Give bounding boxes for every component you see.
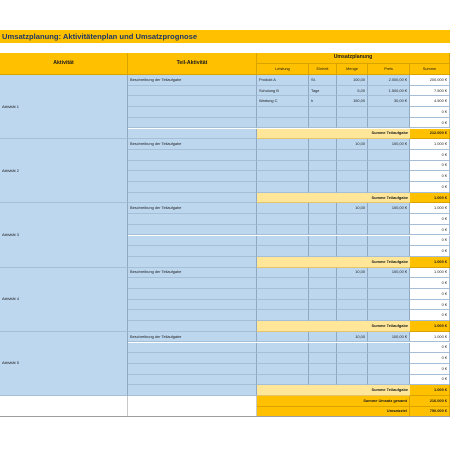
- header-col-menge[interactable]: Menge: [337, 64, 368, 75]
- subtotal-label: Summe Teilaufgabe: [257, 193, 410, 204]
- teil-aktivitaet-cell[interactable]: [128, 236, 257, 247]
- teil-aktivitaet-cell[interactable]: [128, 385, 257, 396]
- teil-aktivitaet-cell[interactable]: [128, 171, 257, 182]
- cell-preis[interactable]: 100,00 €: [368, 203, 410, 214]
- cell-menge[interactable]: [337, 107, 368, 118]
- cell-menge[interactable]: [337, 343, 368, 354]
- cell-leistung[interactable]: [257, 375, 309, 386]
- target-value: 750.000 €: [410, 407, 450, 418]
- cell-einheit[interactable]: Tage: [309, 86, 337, 97]
- cell-preis[interactable]: [368, 343, 410, 354]
- teil-aktivitaet-cell[interactable]: [128, 278, 257, 289]
- cell-summe: 0 €: [410, 236, 450, 247]
- teil-aktivitaet-cell[interactable]: [128, 321, 257, 332]
- cell-leistung[interactable]: Schulung B: [257, 86, 309, 97]
- cell-menge[interactable]: [337, 289, 368, 300]
- subtotal-value: 1.000 €: [410, 321, 450, 332]
- cell-menge[interactable]: 5,00: [337, 86, 368, 97]
- subtotal-value: 1.000 €: [410, 193, 450, 204]
- cell-preis[interactable]: 100,00 €: [368, 139, 410, 150]
- cell-menge[interactable]: 10,00: [337, 332, 368, 343]
- subtotal-value: 1.000 €: [410, 385, 450, 396]
- cell-summe: 0 €: [410, 364, 450, 375]
- cell-summe: 0 €: [410, 289, 450, 300]
- header-col-leistung[interactable]: Leistung: [257, 64, 309, 75]
- cell-einheit[interactable]: [309, 225, 337, 236]
- cell-menge[interactable]: [337, 375, 368, 386]
- cell-summe: 0 €: [410, 118, 450, 129]
- cell-menge[interactable]: 150,00: [337, 96, 368, 107]
- cell-leistung[interactable]: [257, 278, 309, 289]
- teil-aktivitaet-cell[interactable]: [128, 225, 257, 236]
- cell-leistung[interactable]: [257, 225, 309, 236]
- cell-menge[interactable]: [337, 310, 368, 321]
- teil-aktivitaet-cell[interactable]: [128, 161, 257, 172]
- cell-menge[interactable]: [337, 364, 368, 375]
- cell-preis[interactable]: 1.500,00 €: [368, 86, 410, 97]
- cell-leistung[interactable]: [257, 161, 309, 172]
- cell-einheit[interactable]: [309, 118, 337, 129]
- cell-preis[interactable]: [368, 236, 410, 247]
- cell-leistung[interactable]: [257, 332, 309, 343]
- cell-summe: 7.500 €: [410, 86, 450, 97]
- cell-einheit[interactable]: [309, 278, 337, 289]
- header-col-einheit[interactable]: Einheit: [309, 64, 337, 75]
- cell-einheit[interactable]: [309, 364, 337, 375]
- cell-summe: 0 €: [410, 353, 450, 364]
- cell-leistung[interactable]: [257, 246, 309, 257]
- target-label: Umsatzziel: [257, 407, 410, 418]
- activity-name[interactable]: Aktivität 4: [0, 268, 128, 332]
- cell-leistung[interactable]: [257, 118, 309, 129]
- cell-einheit[interactable]: [309, 214, 337, 225]
- cell-einheit[interactable]: [309, 268, 337, 279]
- cell-einheit[interactable]: [309, 150, 337, 161]
- cell-summe: 1.000 €: [410, 268, 450, 279]
- subtotal-label: Summe Teilaufgabe: [257, 385, 410, 396]
- cell-summe: 0 €: [410, 246, 450, 257]
- teil-aktivitaet-cell[interactable]: [128, 364, 257, 375]
- teil-aktivitaet-cell[interactable]: [128, 182, 257, 193]
- cell-leistung[interactable]: Wartung C: [257, 96, 309, 107]
- cell-leistung[interactable]: [257, 364, 309, 375]
- cell-preis[interactable]: [368, 353, 410, 364]
- teil-aktivitaet-cell[interactable]: [128, 129, 257, 140]
- header-aktivitaet[interactable]: Aktivität: [0, 53, 128, 75]
- cell-preis[interactable]: 100,00 €: [368, 332, 410, 343]
- cell-preis[interactable]: [368, 107, 410, 118]
- cell-einheit[interactable]: [309, 171, 337, 182]
- cell-einheit[interactable]: St.: [309, 75, 337, 86]
- cell-menge[interactable]: [337, 353, 368, 364]
- cell-summe: 0 €: [410, 214, 450, 225]
- cell-leistung[interactable]: [257, 268, 309, 279]
- cell-preis[interactable]: [368, 150, 410, 161]
- cell-menge[interactable]: [337, 300, 368, 311]
- teil-aktivitaet-cell[interactable]: [128, 353, 257, 364]
- subtotal-value: 1.000 €: [410, 257, 450, 268]
- teil-aktivitaet-cell[interactable]: [128, 193, 257, 204]
- header-col-preis[interactable]: Preis: [368, 64, 410, 75]
- cell-summe: 1.000 €: [410, 139, 450, 150]
- cell-summe: 0 €: [410, 107, 450, 118]
- cell-preis[interactable]: [368, 310, 410, 321]
- cell-menge[interactable]: 10,00: [337, 139, 368, 150]
- cell-leistung[interactable]: [257, 182, 309, 193]
- cell-summe: 0 €: [410, 375, 450, 386]
- cell-summe: 0 €: [410, 310, 450, 321]
- cell-einheit[interactable]: [309, 353, 337, 364]
- teil-aktivitaet-cell[interactable]: [128, 96, 257, 107]
- cell-menge[interactable]: [337, 214, 368, 225]
- cell-leistung[interactable]: [257, 171, 309, 182]
- cell-einheit[interactable]: [309, 107, 337, 118]
- teil-aktivitaet-cell[interactable]: [128, 300, 257, 311]
- cell-summe: 0 €: [410, 182, 450, 193]
- activity-description[interactable]: Beschreibung der Teilaufgabe: [128, 139, 257, 150]
- cell-summe: 1.000 €: [410, 203, 450, 214]
- activity-name[interactable]: Aktivität 2: [0, 139, 128, 203]
- teil-aktivitaet-cell[interactable]: [128, 289, 257, 300]
- empty-cell[interactable]: [0, 396, 128, 417]
- cell-einheit[interactable]: [309, 139, 337, 150]
- cell-preis[interactable]: [368, 225, 410, 236]
- cell-leistung[interactable]: [257, 310, 309, 321]
- activity-description[interactable]: Beschreibung der Teilaufgabe: [128, 332, 257, 343]
- cell-menge[interactable]: [337, 182, 368, 193]
- cell-menge[interactable]: [337, 171, 368, 182]
- teil-aktivitaet-cell[interactable]: [128, 375, 257, 386]
- cell-preis[interactable]: [368, 214, 410, 225]
- teil-aktivitaet-cell[interactable]: [128, 107, 257, 118]
- cell-leistung[interactable]: [257, 214, 309, 225]
- teil-aktivitaet-cell[interactable]: [128, 86, 257, 97]
- cell-einheit[interactable]: [309, 236, 337, 247]
- empty-cell[interactable]: [128, 396, 257, 417]
- cell-einheit[interactable]: [309, 343, 337, 354]
- cell-einheit[interactable]: [309, 375, 337, 386]
- cell-einheit[interactable]: [309, 203, 337, 214]
- cell-leistung[interactable]: [257, 139, 309, 150]
- cell-preis[interactable]: 2.000,00 €: [368, 75, 410, 86]
- cell-einheit[interactable]: [309, 300, 337, 311]
- activity-description[interactable]: Beschreibung der Teilaufgabe: [128, 75, 257, 86]
- cell-leistung[interactable]: [257, 289, 309, 300]
- cell-preis[interactable]: [368, 300, 410, 311]
- cell-preis[interactable]: [368, 118, 410, 129]
- cell-menge[interactable]: 10,00: [337, 203, 368, 214]
- teil-aktivitaet-cell[interactable]: [128, 246, 257, 257]
- cell-summe: 0 €: [410, 225, 450, 236]
- cell-preis[interactable]: [368, 246, 410, 257]
- cell-menge[interactable]: [337, 225, 368, 236]
- teil-aktivitaet-cell[interactable]: [128, 257, 257, 268]
- activity-name[interactable]: Aktivität 1: [0, 75, 128, 139]
- activity-description[interactable]: Beschreibung der Teilaufgabe: [128, 203, 257, 214]
- total-sum-label: Summe Umsatz gesamt: [257, 396, 410, 407]
- cell-menge[interactable]: [337, 236, 368, 247]
- teil-aktivitaet-cell[interactable]: [128, 310, 257, 321]
- cell-summe: 0 €: [410, 150, 450, 161]
- subtotal-value: 212.000 €: [410, 129, 450, 140]
- sheet-title: Umsatzplanung: Aktivitätenplan und Umsatzprognose: [0, 30, 450, 43]
- cell-leistung[interactable]: [257, 107, 309, 118]
- activity-name[interactable]: Aktivität 3: [0, 203, 128, 267]
- header-umsatzplanung[interactable]: Umsatzplanung: [257, 53, 450, 64]
- total-sum-value: 216.000 €: [410, 396, 450, 407]
- cell-preis[interactable]: [368, 278, 410, 289]
- cell-einheit[interactable]: [309, 246, 337, 257]
- subtotal-label: Summe Teilaufgabe: [257, 321, 410, 332]
- cell-einheit[interactable]: h: [309, 96, 337, 107]
- cell-einheit[interactable]: [309, 182, 337, 193]
- cell-menge[interactable]: [337, 278, 368, 289]
- cell-preis[interactable]: [368, 289, 410, 300]
- subtotal-label: Summe Teilaufgabe: [257, 257, 410, 268]
- cell-summe: 0 €: [410, 278, 450, 289]
- cell-einheit[interactable]: [309, 289, 337, 300]
- cell-summe: 0 €: [410, 300, 450, 311]
- teil-aktivitaet-cell[interactable]: [128, 118, 257, 129]
- teil-aktivitaet-cell[interactable]: [128, 214, 257, 225]
- cell-leistung[interactable]: [257, 353, 309, 364]
- header-col-summe[interactable]: Summe: [410, 64, 450, 75]
- cell-preis[interactable]: [368, 161, 410, 172]
- cell-menge[interactable]: [337, 161, 368, 172]
- cell-leistung[interactable]: Produkt A: [257, 75, 309, 86]
- header-teil-aktivitaet[interactable]: Teil-Aktivität: [128, 53, 257, 75]
- cell-leistung[interactable]: [257, 300, 309, 311]
- cell-summe: 4.500 €: [410, 96, 450, 107]
- cell-preis[interactable]: [368, 182, 410, 193]
- cell-einheit[interactable]: [309, 332, 337, 343]
- cell-preis[interactable]: [368, 364, 410, 375]
- teil-aktivitaet-cell[interactable]: [128, 343, 257, 354]
- activity-name[interactable]: Aktivität 5: [0, 332, 128, 396]
- cell-leistung[interactable]: [257, 343, 309, 354]
- cell-summe: 0 €: [410, 171, 450, 182]
- activity-description[interactable]: Beschreibung der Teilaufgabe: [128, 268, 257, 279]
- cell-summe: 200.000 €: [410, 75, 450, 86]
- cell-menge[interactable]: [337, 150, 368, 161]
- cell-summe: 1.000 €: [410, 332, 450, 343]
- cell-einheit[interactable]: [309, 310, 337, 321]
- cell-preis[interactable]: [368, 171, 410, 182]
- cell-preis[interactable]: [368, 375, 410, 386]
- cell-menge[interactable]: [337, 246, 368, 257]
- cell-leistung[interactable]: [257, 203, 309, 214]
- subtotal-label: Summe Teilaufgabe: [257, 129, 410, 140]
- cell-menge[interactable]: [337, 118, 368, 129]
- cell-leistung[interactable]: [257, 150, 309, 161]
- cell-preis[interactable]: 100,00 €: [368, 268, 410, 279]
- teil-aktivitaet-cell[interactable]: [128, 150, 257, 161]
- cell-menge[interactable]: 10,00: [337, 268, 368, 279]
- cell-menge[interactable]: 100,00: [337, 75, 368, 86]
- cell-summe: 0 €: [410, 343, 450, 354]
- cell-leistung[interactable]: [257, 236, 309, 247]
- cell-summe: 0 €: [410, 161, 450, 172]
- cell-einheit[interactable]: [309, 161, 337, 172]
- cell-preis[interactable]: 30,00 €: [368, 96, 410, 107]
